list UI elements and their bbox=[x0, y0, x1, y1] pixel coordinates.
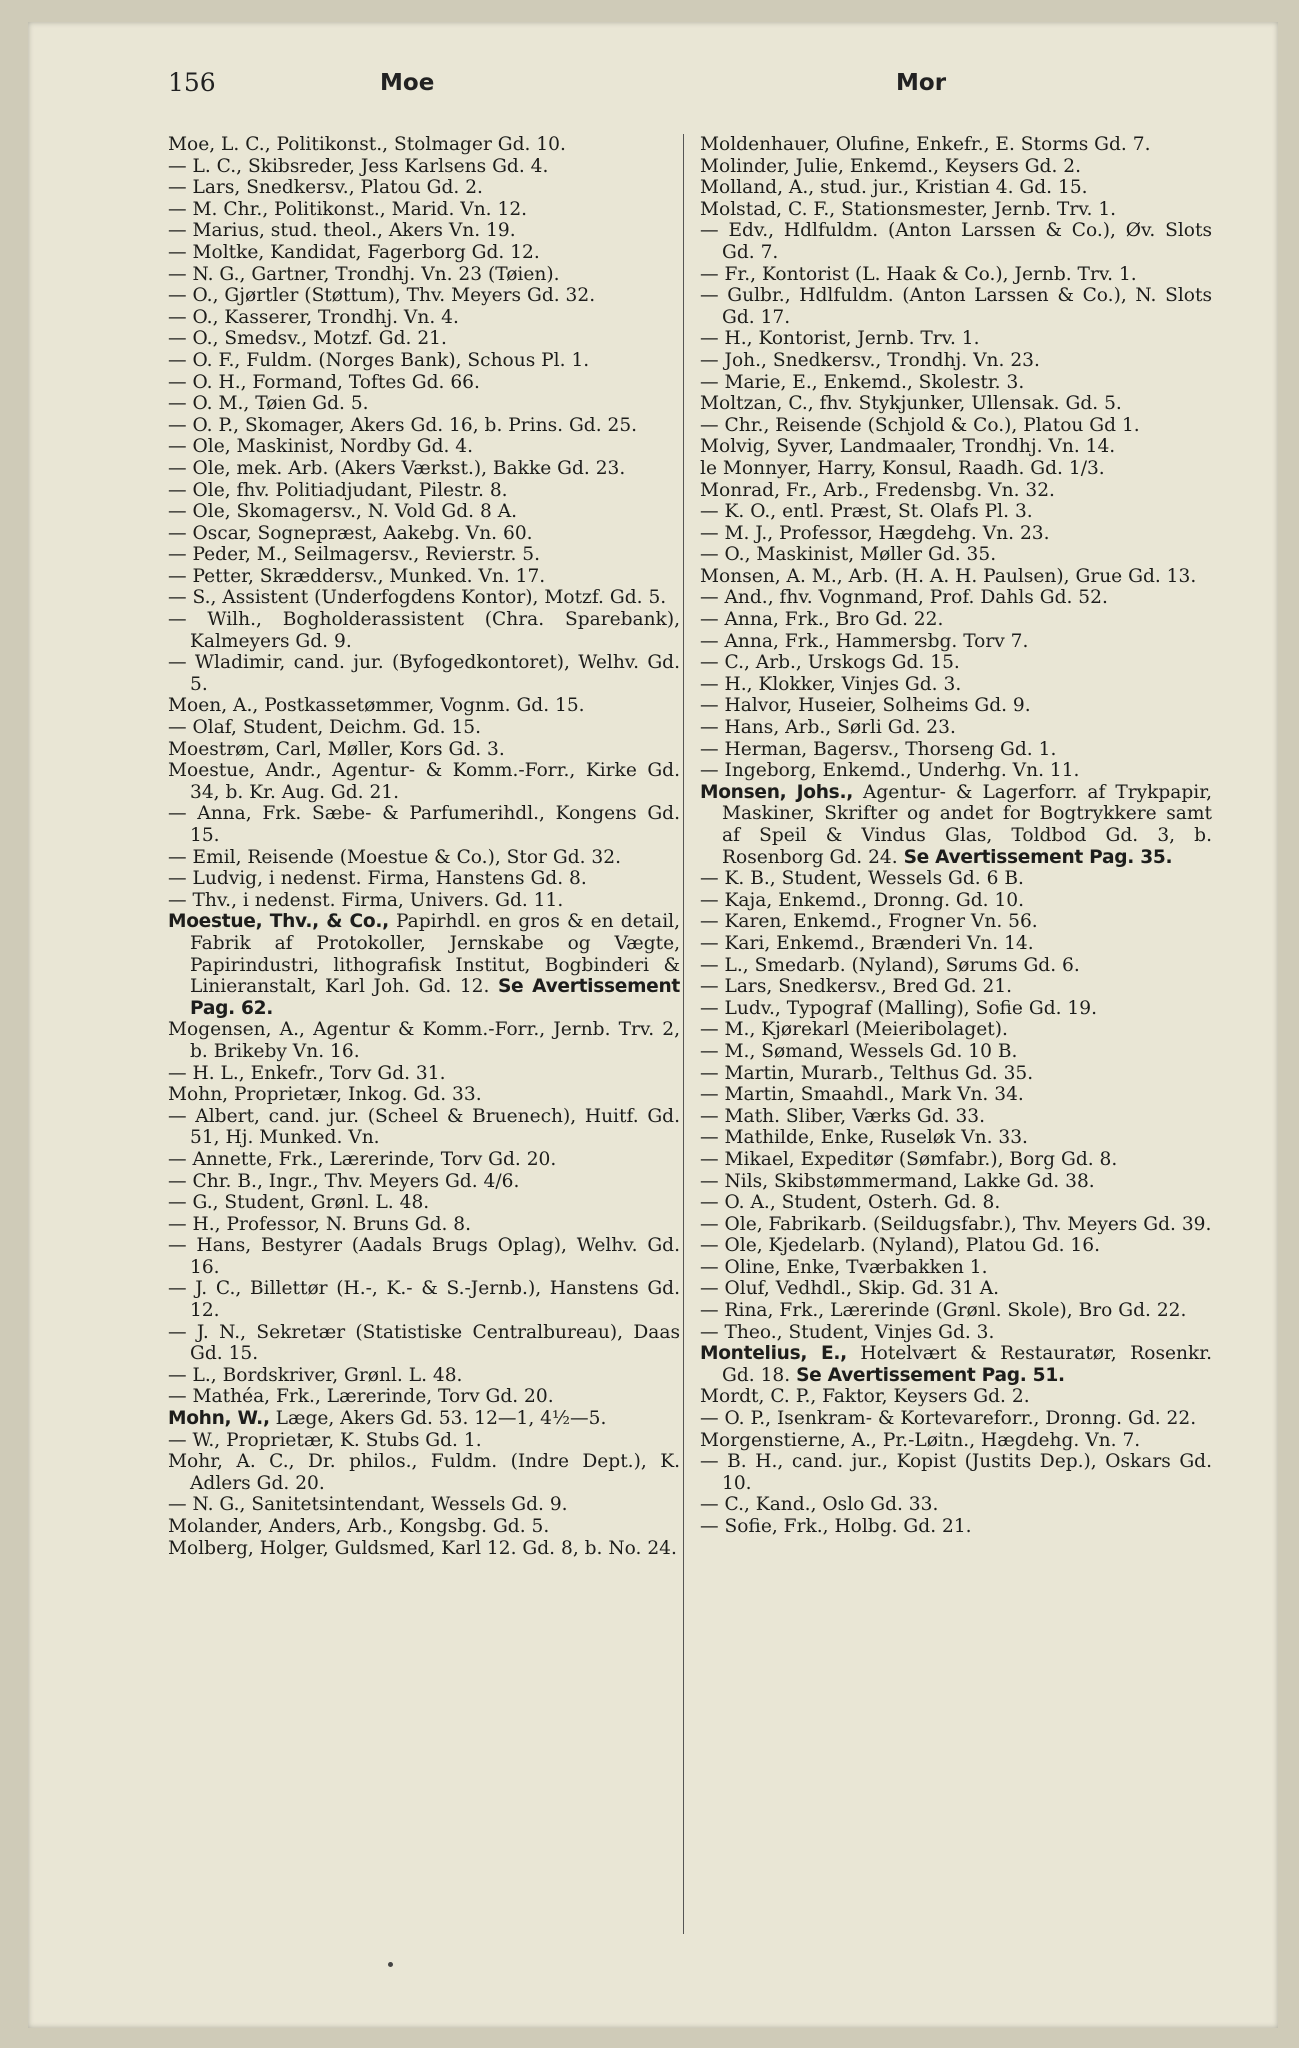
page-header bbox=[28, 68, 1278, 108]
directory-entry: — Ole, Skomagersv., N. Vold Gd. 8 A. bbox=[168, 501, 518, 523]
directory-entry: — Math. Sliber, Værks Gd. 33. bbox=[700, 1105, 986, 1127]
directory-entry: — Kaja, Enkemd., Dronng. Gd. 10. bbox=[700, 889, 1025, 911]
directory-entry: — Marius, stud. theol., Akers Vn. 19. bbox=[168, 220, 516, 242]
directory-entry: — Emil, Reisende (Moestue & Co.), Stor Gd. 32. bbox=[168, 846, 621, 868]
directory-entry: — Martin, Smaahdl., Mark Vn. 34. bbox=[700, 1084, 1024, 1106]
directory-entry: — O. P., Skomager, Akers Gd. 16, b. Prins. Gd. 25. bbox=[168, 414, 638, 436]
directory-entry: — Ole, Fabrikarb. (Seildugsfabr.), Thv. Meyers Gd. 39. bbox=[700, 1213, 1212, 1235]
directory-entry: — S., Assistent (Underfogdens Kontor), Motzf. Gd. 5. bbox=[168, 587, 667, 609]
bold-entry: Moestue, Thv., & Co., Papirhdl. en gros & en detail, Fabrik af Protokoller, Jernskabe og Vægte, Papirindustri, lithografisk Institut, Bogbinderi & Linieranstalt, Karl Joh. Gd. 12. Se Avertissement Pag. 62. bbox=[168, 911, 680, 1019]
directory-entry: — Oscar, Sognepræst, Aakebg. Vn. 60. bbox=[168, 522, 533, 544]
bold-entry: Montelius, E., Hotelvært & Restauratør, Rosenkr. Gd. 18. Se Avertissement Pag. 51. bbox=[700, 1343, 1213, 1386]
directory-entry: Moltzan, C., fhv. Stykjunker, Ullensak. Gd. 5. bbox=[700, 393, 1122, 415]
directory-entry: — Anna, Frk., Bro Gd. 22. bbox=[700, 609, 944, 631]
directory-entry: — H., Kontorist, Jernb. Trv. 1. bbox=[700, 328, 980, 350]
directory-entry: — N. G., Gartner, Trondhj. Vn. 23 (Tøien). bbox=[168, 263, 560, 285]
directory-entry: — C., Kand., Oslo Gd. 33. bbox=[700, 1494, 939, 1516]
directory-entry: — O. A., Student, Osterh. Gd. 8. bbox=[700, 1192, 1001, 1214]
directory-entry: — C., Arb., Urskogs Gd. 15. bbox=[700, 652, 960, 674]
directory-entry: — Rina, Frk., Lærerinde (Grønl. Skole), Bro Gd. 22. bbox=[700, 1300, 1187, 1322]
directory-entry: — Halvor, Huseier, Solheims Gd. 9. bbox=[700, 695, 1031, 717]
directory-entry: — Ludv., Typograf (Malling), Sofie Gd. 19. bbox=[700, 997, 1097, 1019]
directory-entry: — H. L., Enkefr., Torv Gd. 31. bbox=[168, 1062, 446, 1084]
directory-entry: Molberg, Holger, Guldsmed, Karl 12. Gd. 8, b. No. 24. bbox=[168, 1537, 677, 1559]
directory-entry: — O. P., Isenkram- & Kortevareforr., Dronng. Gd. 22. bbox=[700, 1408, 1197, 1430]
directory-entry: — Wladimir, cand. jur. (Byfogedkontoret), Welhv. Gd. 5. bbox=[168, 652, 680, 695]
directory-entry: — Ole, Kjedelarb. (Nyland), Platou Gd. 16. bbox=[700, 1235, 1100, 1257]
directory-entry: — O. F., Fuldm. (Norges Bank), Schous Pl. 1. bbox=[168, 349, 590, 371]
directory-entry: Molvig, Syver, Landmaaler, Trondhj. Vn. 14. bbox=[700, 436, 1116, 458]
directory-entry: — Joh., Snedkersv., Trondhj. Vn. 23. bbox=[700, 349, 1040, 371]
directory-entry: — Ingeborg, Enkemd., Underhg. Vn. 11. bbox=[700, 760, 1080, 782]
directory-entry: — K. O., entl. Præst, St. Olafs Pl. 3. bbox=[700, 501, 1033, 523]
directory-entry: — H., Klokker, Vinjes Gd. 3. bbox=[700, 673, 962, 695]
directory-entry: — Hans, Bestyrer (Aadals Brugs Oplag), Welhv. Gd. 16. bbox=[168, 1235, 680, 1278]
directory-entry: — Oluf, Vedhdl., Skip. Gd. 31 A. bbox=[700, 1278, 1000, 1300]
header-right-word: Mor bbox=[896, 70, 947, 96]
directory-page bbox=[28, 22, 1278, 2028]
directory-entry: Molinder, Julie, Enkemd., Keysers Gd. 2. bbox=[700, 155, 1082, 177]
directory-entry: Moestue, Andr., Agentur- & Komm.-Forr., Kirke Gd. 34, b. Kr. Aug. Gd. 21. bbox=[168, 760, 680, 803]
directory-entry: Mohn, Proprietær, Inkog. Gd. 33. bbox=[168, 1084, 482, 1106]
directory-entry: — Theo., Student, Vinjes Gd. 3. bbox=[700, 1321, 995, 1343]
directory-entry: — Olaf, Student, Deichm. Gd. 15. bbox=[168, 717, 482, 739]
page-number: 156 bbox=[168, 68, 216, 97]
directory-entry: — O., Kasserer, Trondhj. Vn. 4. bbox=[168, 306, 459, 328]
directory-entry: — Kari, Enkemd., Brænderi Vn. 14. bbox=[700, 932, 1034, 954]
directory-entry: Morgenstierne, A., Pr.-Løitn., Hægdehg. Vn. 7. bbox=[700, 1429, 1141, 1451]
directory-entry: le Monnyer, Harry, Konsul, Raadh. Gd. 1/3. bbox=[700, 457, 1105, 479]
directory-entry: — Marie, E., Enkemd., Skolestr. 3. bbox=[700, 371, 1025, 393]
directory-entry: — J. N., Sekretær (Statistiske Centralbureau), Daas Gd. 15. bbox=[168, 1321, 680, 1365]
directory-entry: — B. H., cand. jur., Kopist (Justits Dep.), Oskars Gd. 10. bbox=[700, 1451, 1212, 1494]
directory-entry: — L., Smedarb. (Nyland), Sørums Gd. 6. bbox=[700, 954, 1080, 976]
directory-entry: — Thv., i nedenst. Firma, Univers. Gd. 11. bbox=[168, 889, 564, 911]
directory-entry: — L. C., Skibsreder, Jess Karlsens Gd. 4. bbox=[168, 155, 549, 177]
directory-entry: — K. B., Student, Wessels Gd. 6 B. bbox=[700, 868, 1024, 890]
directory-entry: — Gulbr., Hdlfuldm. (Anton Larssen & Co.), N. Slots Gd. 17. bbox=[700, 285, 1212, 328]
directory-entry: — H., Professor, N. Bruns Gd. 8. bbox=[168, 1213, 472, 1235]
column-divider bbox=[683, 134, 684, 1934]
right-column bbox=[700, 134, 1212, 1538]
directory-entry: — Peder, M., Seilmagersv., Revierstr. 5. bbox=[168, 544, 541, 566]
directory-entry: — Fr., Kontorist (L. Haak & Co.), Jernb. Trv. 1. bbox=[700, 263, 1137, 285]
directory-entry: — Lars, Snedkersv., Bred Gd. 21. bbox=[700, 976, 1013, 998]
directory-entry: — M., Sømand, Wessels Gd. 10 B. bbox=[700, 1040, 1018, 1062]
ink-dot bbox=[388, 1962, 393, 1967]
directory-entry: — Lars, Snedkersv., Platou Gd. 2. bbox=[168, 177, 483, 199]
directory-entry: — M., Kjørekarl (Meieribolaget). bbox=[700, 1019, 1008, 1041]
directory-entry: — Ludvig, i nedenst. Firma, Hanstens Gd. 8. bbox=[168, 868, 587, 890]
directory-entry: — Martin, Murarb., Telthus Gd. 35. bbox=[700, 1062, 1034, 1084]
directory-entry: Moestrøm, Carl, Møller, Kors Gd. 3. bbox=[168, 738, 505, 760]
directory-entry: Molland, A., stud. jur., Kristian 4. Gd. 15. bbox=[700, 177, 1088, 199]
directory-entry: — Ole, mek. Arb. (Akers Værkst.), Bakke Gd. 23. bbox=[168, 457, 626, 479]
directory-entry: Monsen, A. M., Arb. (H. A. H. Paulsen), Grue Gd. 13. bbox=[700, 565, 1197, 587]
directory-entry: — Chr., Reisende (Schjold & Co.), Platou Gd 1. bbox=[700, 414, 1140, 436]
directory-entry: — Herman, Bagersv., Thorseng Gd. 1. bbox=[700, 738, 1057, 760]
directory-entry: — Mikael, Expeditør (Sømfabr.), Borg Gd. 8. bbox=[700, 1148, 1118, 1170]
bold-entry: Mohn, W., Læge, Akers Gd. 53. 12—1, 4½—5. bbox=[168, 1408, 607, 1430]
directory-entry: — J. C., Billettør (H.-, K.- & S.-Jernb.), Hanstens Gd. 12. bbox=[168, 1278, 680, 1322]
directory-entry: Mohr, A. C., Dr. philos., Fuldm. (Indre Dept.), K. Adlers Gd. 20. bbox=[168, 1451, 680, 1494]
directory-entry: — Petter, Skræddersv., Munked. Vn. 17. bbox=[168, 565, 546, 587]
directory-entry: Mogensen, A., Agentur & Komm.-Forr., Jernb. Trv. 2, b. Brikeby Vn. 16. bbox=[168, 1019, 680, 1062]
directory-entry: — Chr. B., Ingr., Thv. Meyers Gd. 4/6. bbox=[168, 1170, 520, 1192]
directory-entry: — O. M., Tøien Gd. 5. bbox=[168, 393, 369, 415]
directory-entry: — Nils, Skibstømmermand, Lakke Gd. 38. bbox=[700, 1170, 1095, 1192]
directory-entry: Moe, L. C., Politikonst., Stolmager Gd. 10. bbox=[168, 134, 566, 155]
directory-entry: — G., Student, Grønl. L. 48. bbox=[168, 1192, 430, 1214]
directory-entry: — Annette, Frk., Lærerinde, Torv Gd. 20. bbox=[168, 1148, 557, 1170]
directory-entry: — Karen, Enkemd., Frogner Vn. 56. bbox=[700, 911, 1038, 933]
directory-entry: — Hans, Arb., Sørli Gd. 23. bbox=[700, 717, 956, 739]
header-left-word: Moe bbox=[380, 70, 435, 96]
directory-entry: Monrad, Fr., Arb., Fredensbg. Vn. 32. bbox=[700, 479, 1055, 501]
directory-entry: Moen, A., Postkassetømmer, Vognm. Gd. 15. bbox=[168, 695, 585, 717]
directory-entry: — Edv., Hdlfuldm. (Anton Larssen & Co.), Øv. Slots Gd. 7. bbox=[700, 220, 1212, 263]
directory-entry: — Mathilde, Enke, Ruseløk Vn. 33. bbox=[700, 1127, 1028, 1149]
directory-entry: — O., Gjørtler (Støttum), Thv. Meyers Gd. 32. bbox=[168, 285, 596, 307]
directory-entry: — M. Chr., Politikonst., Marid. Vn. 12. bbox=[168, 198, 528, 220]
directory-entry: — Albert, cand. jur. (Scheel & Bruenech), Huitf. Gd. 51, Hj. Munked. Vn. bbox=[168, 1105, 680, 1149]
directory-entry: — Oline, Enke, Tværbakken 1. bbox=[700, 1256, 988, 1278]
directory-entry: — O., Maskinist, Møller Gd. 35. bbox=[700, 544, 997, 566]
directory-entry: Molstad, C. F., Stationsmester, Jernb. Trv. 1. bbox=[700, 198, 1117, 220]
left-column bbox=[168, 134, 680, 1559]
directory-entry: Mordt, C. P., Faktor, Keysers Gd. 2. bbox=[700, 1386, 1030, 1408]
directory-entry: — L., Bordskriver, Grønl. L. 48. bbox=[168, 1364, 463, 1386]
directory-entry: — Sofie, Frk., Holbg. Gd. 21. bbox=[700, 1516, 972, 1537]
directory-entry: — M. J., Professor, Hægdehg. Vn. 23. bbox=[700, 522, 1050, 544]
directory-entry: — Ole, Maskinist, Nordby Gd. 4. bbox=[168, 436, 474, 458]
directory-entry: Moldenhauer, Olufine, Enkefr., E. Storms Gd. 7. bbox=[700, 134, 1151, 155]
directory-entry: — O., Smedsv., Motzf. Gd. 21. bbox=[168, 328, 447, 350]
directory-entry: — Mathéa, Frk., Lærerinde, Torv Gd. 20. bbox=[168, 1386, 554, 1408]
directory-entry: Molander, Anders, Arb., Kongsbg. Gd. 5. bbox=[168, 1516, 550, 1537]
directory-entry: — N. G., Sanitetsintendant, Wessels Gd. 9. bbox=[168, 1494, 568, 1516]
directory-entry: — O. H., Formand, Toftes Gd. 66. bbox=[168, 371, 480, 393]
directory-entry: — Moltke, Kandidat, Fagerborg Gd. 12. bbox=[168, 241, 540, 263]
directory-entry: — Anna, Frk., Hammersbg. Torv 7. bbox=[700, 630, 1029, 652]
directory-entry: — Anna, Frk. Sæbe- & Parfumerihdl., Kongens Gd. 15. bbox=[168, 803, 680, 846]
directory-entry: — Ole, fhv. Politiadjudant, Pilestr. 8. bbox=[168, 479, 508, 501]
directory-entry: — And., fhv. Vognmand, Prof. Dahls Gd. 52. bbox=[700, 587, 1108, 609]
directory-entry: — Wilh., Bogholderassistent (Chra. Sparebank), Kalmeyers Gd. 9. bbox=[168, 609, 680, 652]
bold-entry: Monsen, Johs., Agentur- & Lagerforr. af Trykpapir, Maskiner, Skrifter og andet for Bogtrykkere samt af Speil & Vindus Glas, Toldbod Gd. 3, b. Rosenborg Gd. 24. Se Avertissement Pag. 35. bbox=[700, 781, 1213, 868]
directory-entry: — W., Proprietær, K. Stubs Gd. 1. bbox=[168, 1429, 482, 1451]
